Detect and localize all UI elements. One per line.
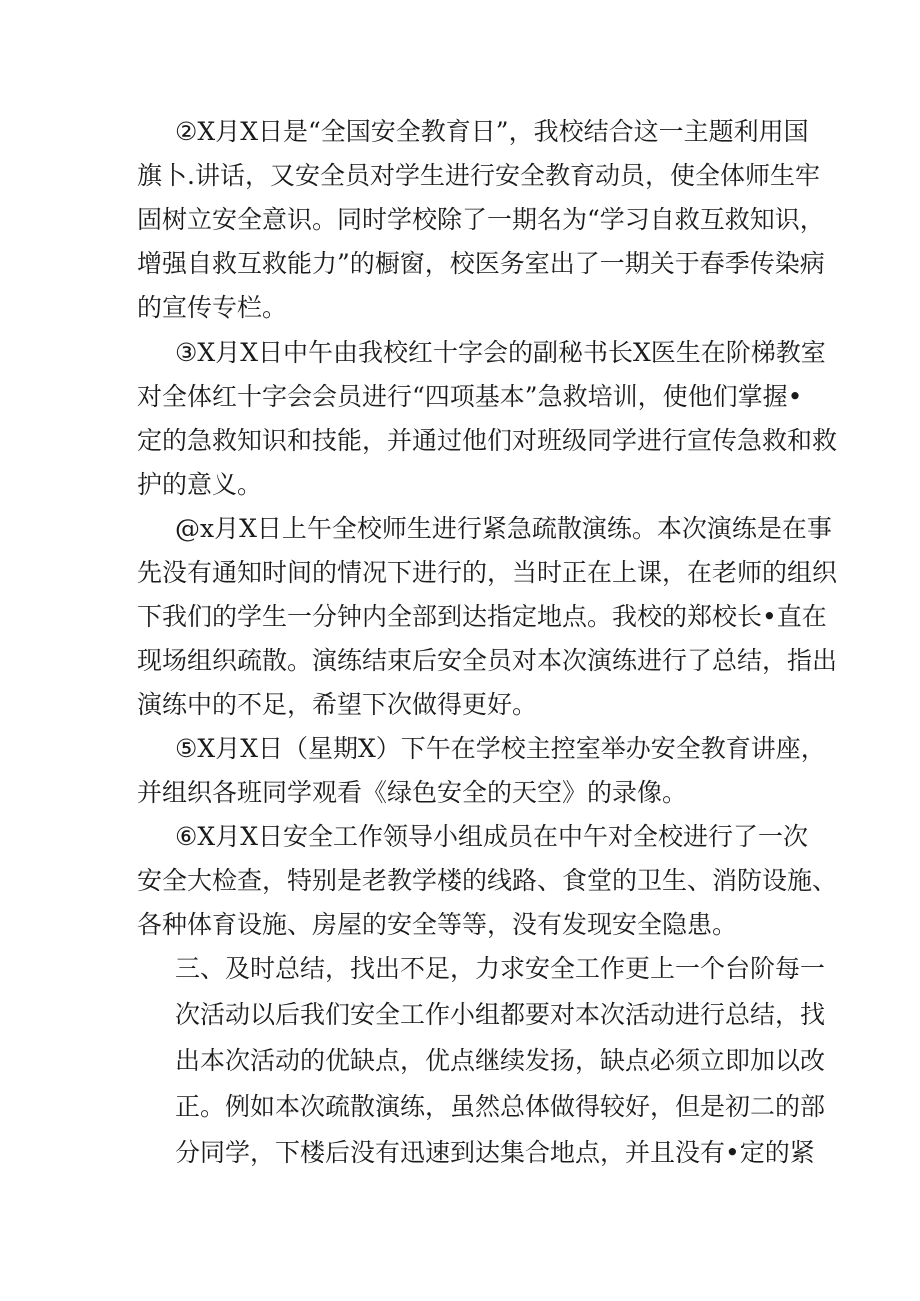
paragraph-5-line-1: ⑤X月X日（星期X）下午在学校主控室举办安全教育讲座， bbox=[175, 734, 826, 763]
paragraph-6-line-2: 安全大检查，特别是老教学楼的线路、食堂的卫生、消防设施、 bbox=[137, 866, 838, 895]
paragraph-3-line-3: 定的急救知识和技能，并通过他们对班级同学进行宣传急救和救 bbox=[137, 426, 838, 455]
section-3-line-2: 次活动以后我们安全工作小组都要对本次活动进行总结，找 bbox=[175, 1000, 826, 1029]
paragraph-3-line-1: ③X月X日中午由我校红十字会的副秘书长X医生在阶梯教室 bbox=[175, 338, 826, 367]
paragraph-4-line-2: 先没有通知时间的情况下进行的，当时正在上课，在老师的组织 bbox=[137, 558, 838, 587]
paragraph-2-line-5: 的宣传专栏。 bbox=[137, 293, 288, 322]
section-3-line-3: 出本次活动的优缺点，优点继续发扬，缺点必须立即加以改 bbox=[175, 1046, 826, 1075]
paragraph-5-line-2: 并组织各班同学观看《绿色安全的天空》的录像。 bbox=[137, 778, 688, 807]
paragraph-2-line-2: 旗卜.讲话，又安全员对学生进行安全教育动员，使全体师生牢 bbox=[137, 161, 820, 190]
paragraph-4-line-1: @x月X日上午全校师生进行紧急疏散演练。本次演练是在事 bbox=[175, 514, 832, 543]
paragraph-2-line-3: 固树立安全意识。同时学校除了一期名为“学习自救互救知识， bbox=[137, 205, 825, 234]
paragraph-6-line-1: ⑥X月X日安全工作领导小组成员在中午对全校进行了一次 bbox=[175, 822, 809, 851]
paragraph-4-line-5: 演练中的不足，希望下次做得更好。 bbox=[137, 690, 538, 719]
section-3-line-4: 正。例如本次疏散演练，虽然总体做得较好，但是初二的部 bbox=[175, 1092, 826, 1121]
paragraph-2-line-4: 增强自救互救能力”的橱窗，校医务室出了一期关于春季传染病 bbox=[137, 249, 825, 278]
paragraph-3-line-4: 护的意义。 bbox=[137, 470, 263, 499]
section-3-line-1: 三、及时总结，找出不足，力求安全工作更上一个台阶每一 bbox=[175, 954, 826, 983]
paragraph-6-line-3: 各种体育设施、房屋的安全等等，没有发现安全隐患。 bbox=[137, 910, 738, 939]
paragraph-4-line-4: 现场组织疏散。演练结束后安全员对本次演练进行了总结，指出 bbox=[137, 646, 838, 675]
section-3-line-5: 分同学，下楼后没有迅速到达集合地点，并且没有•定的紧 bbox=[175, 1138, 815, 1167]
paragraph-3-line-2: 对全体红十字会会员进行“四项基本”急救培训，使他们掌握• bbox=[137, 382, 803, 411]
paragraph-4-line-3: 下我们的学生一分钟内全部到达指定地点。我校的郑校长•直在 bbox=[137, 602, 827, 631]
paragraph-2-line-1: ②X月X日是“全国安全教育日”，我校结合这一主题利用国 bbox=[175, 117, 809, 146]
